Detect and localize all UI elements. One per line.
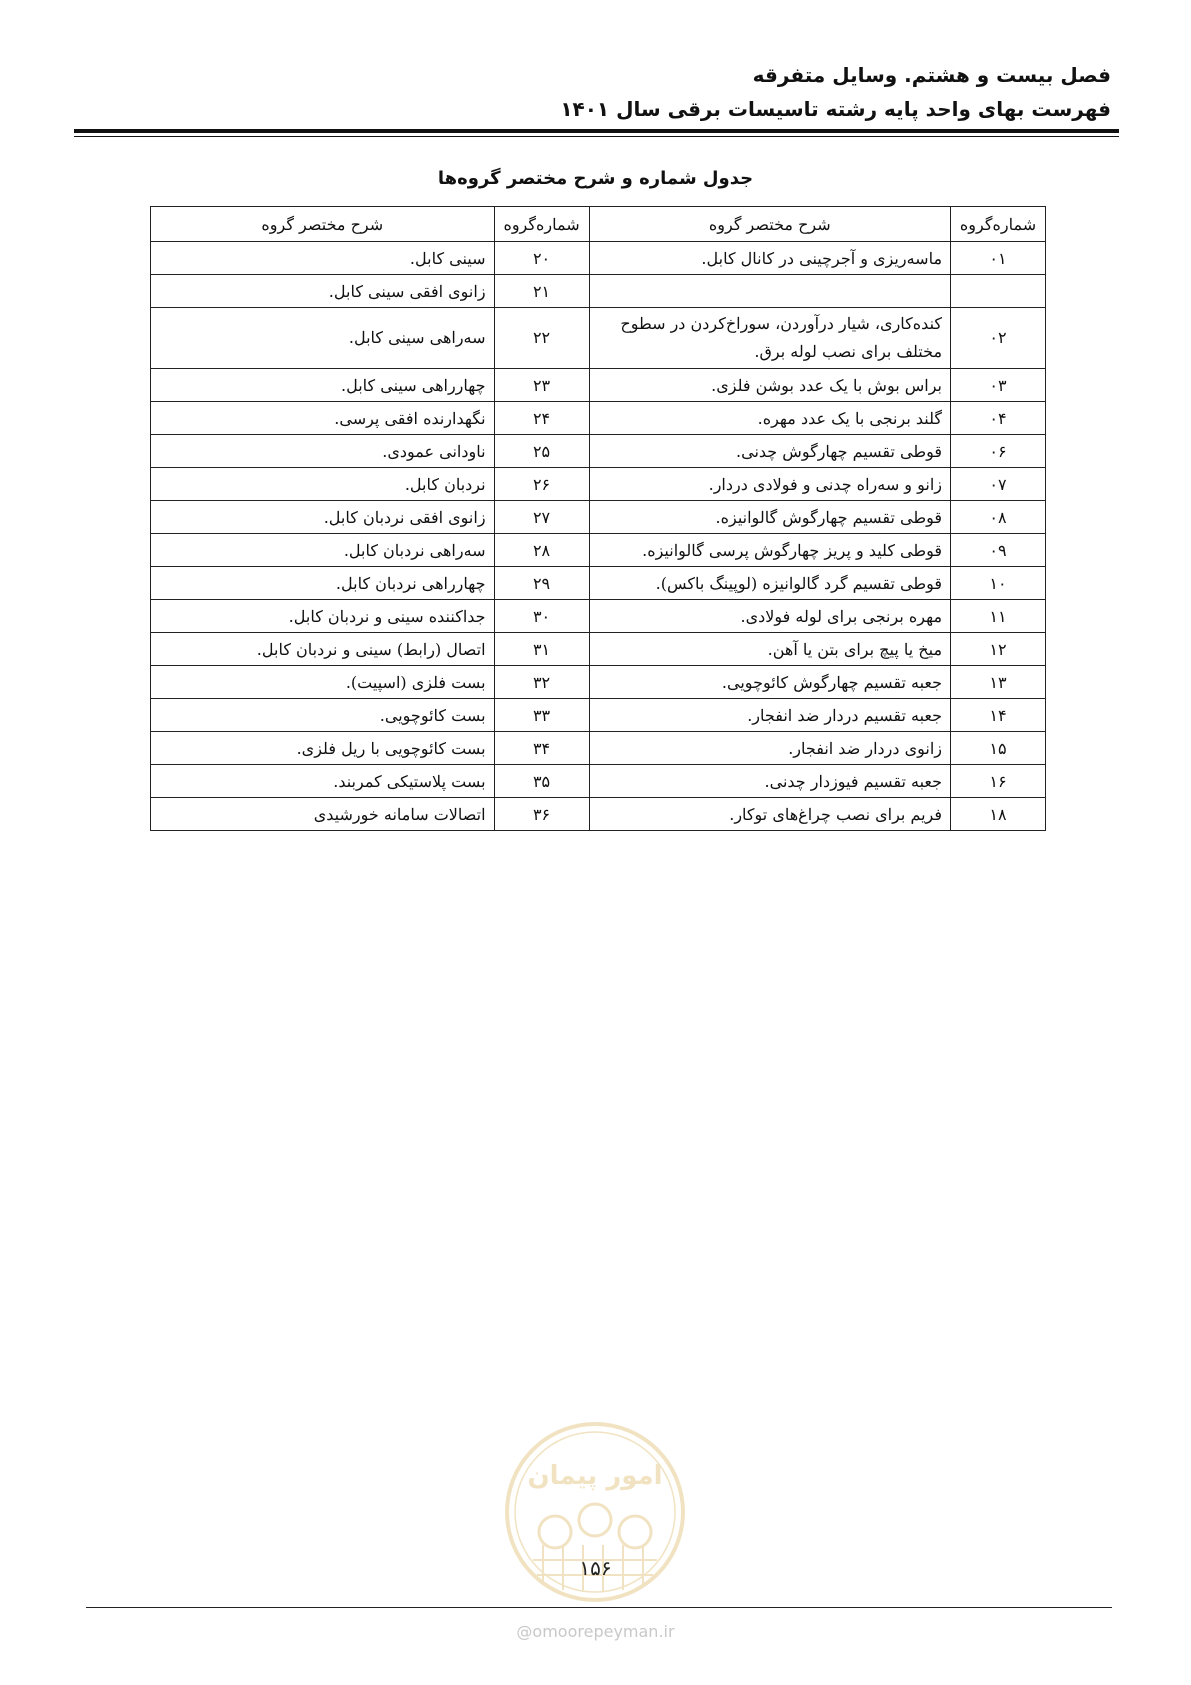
group-number-cell	[951, 275, 1046, 308]
group-number-cell: ۲۷	[494, 501, 589, 534]
table-title: جدول شماره و شرح مختصر گروه‌ها	[437, 168, 754, 189]
group-description-cell: زانوی افقی نردبان کابل.	[151, 501, 495, 534]
group-description-cell: چهارراهی نردبان کابل.	[151, 567, 495, 600]
group-number-cell: ۰۶	[951, 435, 1046, 468]
group-number-cell: ۱۵	[951, 732, 1046, 765]
group-description-cell: قوطی تقسیم گرد گالوانیزه (لوپینگ باکس).	[589, 567, 950, 600]
group-number-cell: ۲۰	[494, 242, 589, 275]
table-row	[151, 765, 1046, 798]
table-row	[151, 501, 1046, 534]
group-number-cell: ۱۱	[951, 600, 1046, 633]
table-row	[151, 732, 1046, 765]
table-row	[151, 435, 1046, 468]
page-number: ۱۵۶	[579, 1556, 612, 1580]
group-number-cell: ۲۵	[494, 435, 589, 468]
group-description-cell: سینی کابل.	[151, 242, 495, 275]
document-title: فهرست بهای واحد پایه رشته تاسیسات برقی سال ۱۴۰۱	[560, 97, 1111, 121]
group-number-cell: ۳۴	[494, 732, 589, 765]
table-row	[151, 699, 1046, 732]
group-description-cell	[589, 275, 950, 308]
group-number-cell: ۲۱	[494, 275, 589, 308]
group-description-cell: ناودانی عمودی.	[151, 435, 495, 468]
header-rule-thin	[74, 136, 1119, 137]
group-number-cell: ۱۲	[951, 633, 1046, 666]
group-number-cell: ۰۷	[951, 468, 1046, 501]
group-number-cell: ۲۶	[494, 468, 589, 501]
group-description-cell: چهارراهی سینی کابل.	[151, 369, 495, 402]
group-number-cell: ۱۴	[951, 699, 1046, 732]
group-description-cell: ماسه‌ریزی و آجرچینی در کانال کابل.	[589, 242, 950, 275]
column-header-description: شرح مختصر گروه	[589, 207, 950, 242]
group-number-cell: ۰۹	[951, 534, 1046, 567]
group-description-cell: سه‌راهی سینی کابل.	[151, 308, 495, 369]
table-row	[151, 534, 1046, 567]
footer-rule	[86, 1607, 1112, 1608]
group-number-cell: ۲۲	[494, 308, 589, 369]
group-number-cell: ۱۳	[951, 666, 1046, 699]
table-body	[151, 242, 1046, 831]
group-description-cell: زانو و سه‌راه چدنی و فولادی دردار.	[589, 468, 950, 501]
table-row	[151, 308, 1046, 369]
seal-text: امور پیمان	[527, 1461, 663, 1491]
group-description-cell: قوطی تقسیم چهارگوش گالوانیزه.	[589, 501, 950, 534]
group-description-cell: اتصالات سامانه خورشیدی	[151, 798, 495, 831]
group-number-cell: ۲۹	[494, 567, 589, 600]
table-row	[151, 369, 1046, 402]
table-row	[151, 666, 1046, 699]
group-description-cell: اتصال (رابط) سینی و نردبان کابل.	[151, 633, 495, 666]
group-number-cell: ۳۲	[494, 666, 589, 699]
table-row	[151, 633, 1046, 666]
group-description-cell: جعبه تقسیم چهارگوش کائوچویی.	[589, 666, 950, 699]
group-number-cell: ۰۳	[951, 369, 1046, 402]
column-header-description: شرح مختصر گروه	[151, 207, 495, 242]
group-number-cell: ۰۴	[951, 402, 1046, 435]
column-header-group-number: شماره‌گروه	[494, 207, 589, 242]
group-number-cell: ۳۵	[494, 765, 589, 798]
table-row	[151, 275, 1046, 308]
table-row	[151, 567, 1046, 600]
watermark-url: @omoorepeyman.ir	[516, 1622, 675, 1641]
group-number-cell: ۲۸	[494, 534, 589, 567]
group-description-cell: جعبه تقسیم دردار ضد انفجار.	[589, 699, 950, 732]
group-number-cell: ۳۳	[494, 699, 589, 732]
group-description-cell: نردبان کابل.	[151, 468, 495, 501]
groups-table	[150, 206, 1046, 831]
header-rule-thick	[74, 129, 1119, 133]
group-description-cell: سه‌راهی نردبان کابل.	[151, 534, 495, 567]
group-description-cell: بست کائوچویی با ریل فلزی.	[151, 732, 495, 765]
group-description-cell: مهره برنجی برای لوله فولادی.	[589, 600, 950, 633]
group-description-cell: گلند برنجی با یک عدد مهره.	[589, 402, 950, 435]
group-description-cell: زانوی افقی سینی کابل.	[151, 275, 495, 308]
group-description-cell: جعبه تقسیم فیوزدار چدنی.	[589, 765, 950, 798]
group-description-cell: بست پلاستیکی کمربند.	[151, 765, 495, 798]
group-description-cell: بست فلزی (اسپیت).	[151, 666, 495, 699]
group-number-cell: ۲۳	[494, 369, 589, 402]
group-number-cell: ۰۱	[951, 242, 1046, 275]
group-number-cell: ۲۴	[494, 402, 589, 435]
group-number-cell: ۱۸	[951, 798, 1046, 831]
group-number-cell: ۱۶	[951, 765, 1046, 798]
column-header-group-number: شماره‌گروه	[951, 207, 1046, 242]
group-number-cell: ۳۶	[494, 798, 589, 831]
group-description-cell: نگهدارنده افقی پرسی.	[151, 402, 495, 435]
table-header-row	[151, 207, 1046, 242]
group-number-cell: ۳۱	[494, 633, 589, 666]
group-number-cell: ۱۰	[951, 567, 1046, 600]
table-row	[151, 468, 1046, 501]
group-description-cell: بست کائوچویی.	[151, 699, 495, 732]
page-header	[560, 58, 1111, 126]
table-row	[151, 402, 1046, 435]
chapter-title: فصل بیست و هشتم. وسایل متفرقه	[752, 63, 1111, 87]
group-number-cell: ۰۲	[951, 308, 1046, 369]
group-description-cell: زانوی دردار ضد انفجار.	[589, 732, 950, 765]
group-description-cell: کنده‌کاری، شیار درآوردن، سوراخ‌کردن در سطوح مختلف برای نصب لوله برق.	[589, 308, 950, 369]
group-description-cell: فریم برای نصب چراغ‌های توکار.	[589, 798, 950, 831]
group-description-cell: قوطی کلید و پریز چهارگوش پرسی گالوانیزه.	[589, 534, 950, 567]
group-number-cell: ۰۸	[951, 501, 1046, 534]
group-description-cell: میخ یا پیچ برای بتن یا آهن.	[589, 633, 950, 666]
group-description-cell: قوطی تقسیم چهارگوش چدنی.	[589, 435, 950, 468]
table-row	[151, 798, 1046, 831]
group-number-cell: ۳۰	[494, 600, 589, 633]
table-row	[151, 242, 1046, 275]
group-description-cell: براس بوش با یک عدد بوشن فلزی.	[589, 369, 950, 402]
group-description-cell: جداکننده سینی و نردبان کابل.	[151, 600, 495, 633]
table-row	[151, 600, 1046, 633]
